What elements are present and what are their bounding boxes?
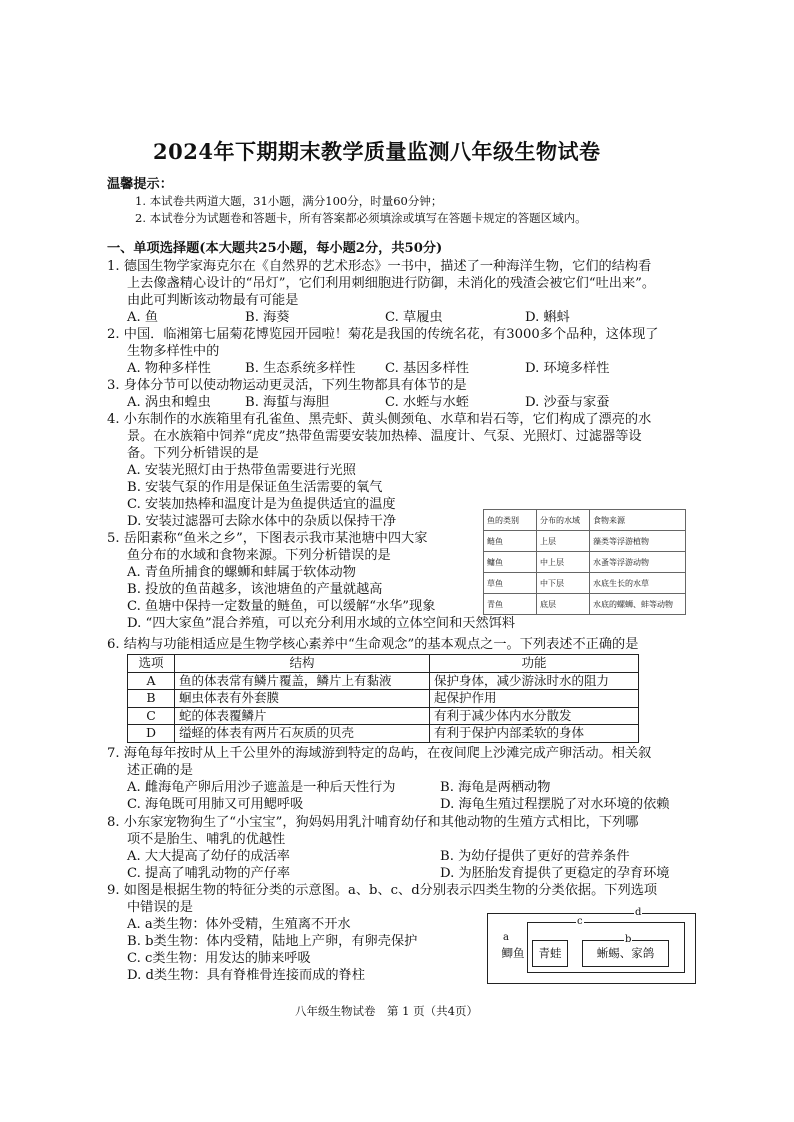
- structure-function-table: [127, 654, 639, 743]
- table-header-row: [484, 510, 686, 531]
- table-cell: 青鱼: [484, 594, 537, 615]
- table-cell: 鲢鱼: [484, 531, 537, 552]
- option: D. 海龟生殖过程摆脱了对水环境的依赖: [440, 797, 670, 812]
- option: C. c类生物：用发达的肺来呼吸: [127, 951, 311, 966]
- table-row: [484, 552, 686, 573]
- option: D. 环境多样性: [525, 361, 610, 376]
- option: A. 青鱼所捕食的螺蛳和蚌属于软体动物: [127, 565, 356, 580]
- question-text: 3. 身体分节可以使动物运动更灵活，下列生物都具有体节的是: [107, 378, 467, 393]
- option: A. a类生物：体外受精，生殖离不开水: [127, 917, 351, 932]
- option: A. 大大提高了幼仔的成活率: [127, 849, 290, 864]
- table-cell: 水底生长的水草: [590, 573, 686, 594]
- option: B. 海蜇与海胆: [245, 395, 330, 410]
- option: C. 水蛭与水蛭: [385, 395, 469, 410]
- label-c: c: [577, 916, 583, 927]
- table-cell: 有利于减少体内水分散发: [430, 707, 639, 725]
- option: D. “四大家鱼”混合养殖，可以充分利用水域的立体空间和天然饵料: [127, 616, 516, 631]
- question-text: 5. 岳阳素称“鱼米之乡”，下图表示我市某池塘中四大家: [107, 531, 428, 546]
- question-text: 上去像盏精心设计的“吊灯”，它们利用刺细胞进行防御，未消化的残渣会被它们“吐出来”。: [127, 276, 656, 291]
- item-crucian-carp: 鲫鱼: [501, 946, 525, 960]
- option: C. 基因多样性: [385, 361, 469, 376]
- page-title: 2024年下期期末教学质量监测八年级生物试卷: [153, 139, 601, 164]
- table-cell: 有利于保护内部柔软的身体: [430, 725, 639, 743]
- table-cell: 水底的螺蛳、蚌等动物: [590, 594, 686, 615]
- option: C. 安装加热棒和温度计是为鱼提供适宜的温度: [127, 497, 396, 512]
- table-cell: 中上层: [537, 552, 590, 573]
- option: B. 海葵: [245, 310, 290, 325]
- table-header-cell: 分布的水域: [537, 510, 590, 531]
- table-cell: 水蚤等浮游动物: [590, 552, 686, 573]
- table-header-cell: 食物来源: [590, 510, 686, 531]
- option: C. 提高了哺乳动物的产仔率: [127, 866, 291, 881]
- question-text: 景。在水族箱中饲养“虎皮”热带鱼需要安装加热棒、温度计、气泵、光照灯、过滤器等设: [127, 429, 642, 444]
- option: C. 海龟既可用肺又可用鳃呼吸: [127, 797, 304, 812]
- table-header-cell: 功能: [430, 655, 639, 673]
- table-cell: 藻类等浮游植物: [590, 531, 686, 552]
- tip-item: 2. 本试卷分为试题卷和答题卡，所有答案都必须填涂或填写在答题卡规定的答题区域内。: [135, 211, 587, 225]
- table-cell: 上层: [537, 531, 590, 552]
- table-cell: 鳙鱼: [484, 552, 537, 573]
- table-cell: 缢蛏的体表有两片石灰质的贝壳: [175, 725, 430, 743]
- question-text: 8. 小东家宠物狗生了“小宝宝”，狗妈妈用乳汁哺育幼仔和其他动物的生殖方式相比，下列哪: [107, 815, 639, 830]
- table-cell: 底层: [537, 594, 590, 615]
- table-cell: B: [128, 690, 175, 708]
- option: D. 蝌蚪: [525, 310, 570, 325]
- question-text: 1. 德国生物学家海克尔在《自然界的艺术形态》一书中，描述了一种海洋生物，它们的结构看: [107, 259, 652, 274]
- option: C. 草履虫: [385, 310, 443, 325]
- question-text: 中错误的是: [127, 900, 193, 915]
- question-text: 生物多样性中的: [127, 344, 220, 359]
- table-row: [128, 707, 639, 725]
- option: D. 安装过滤器可去除水体中的杂质以保持干净: [127, 514, 397, 529]
- table-cell: 中下层: [537, 573, 590, 594]
- option: B. b类生物：体内受精，陆地上产卵，有卵壳保护: [127, 934, 418, 949]
- table-header-cell: 鱼的类别: [484, 510, 537, 531]
- table-row: [484, 573, 686, 594]
- table-cell: C: [128, 707, 175, 725]
- option: A. 物种多样性: [127, 361, 211, 376]
- label-a: a: [503, 932, 509, 943]
- table-row: [128, 725, 639, 743]
- tip-item: 1. 本试卷共两道大题，31小题，满分100分，时量60分钟；: [135, 194, 443, 208]
- option: D. 沙蚕与家蚕: [525, 395, 610, 410]
- table-row: [128, 672, 639, 690]
- question-text: 6. 结构与功能相适应是生物学核心素养中“生命观念”的基本观点之一。下列表述不正确的是: [107, 637, 639, 652]
- tips-heading: 温馨提示：: [107, 177, 173, 192]
- question-text: 鱼分布的水域和食物来源。下列分析错误的是: [127, 548, 391, 563]
- table-header-cell: 结构: [175, 655, 430, 673]
- option: A. 鱼: [127, 310, 159, 325]
- table-cell: 起保护作用: [430, 690, 639, 708]
- fish-distribution-table: [483, 509, 686, 615]
- question-text: 述正确的是: [127, 763, 193, 778]
- question-text: 4. 小东制作的水族箱里有孔雀鱼、黑壳虾、黄头侧颈龟、水草和岩石等，它们构成了漂亮的水: [107, 412, 652, 427]
- question-text: 2. 中国．临湘第七届菊花博览园开园啦！菊花是我国的传统名花，有3000多个品种，这体现了: [107, 327, 659, 342]
- item-lizard-pigeon: 蜥蜴、家鸽: [596, 946, 655, 960]
- option: B. 海龟是两栖动物: [440, 780, 551, 795]
- option: C. 鱼塘中保持一定数量的鲢鱼，可以缓解“水华”现象: [127, 599, 436, 614]
- option: B. 为幼仔提供了更好的营养条件: [440, 849, 630, 864]
- item-frog: 青蛙: [538, 946, 562, 960]
- table-cell: A: [128, 672, 175, 690]
- option: B. 生态系统多样性: [245, 361, 356, 376]
- question-text: 项不是胎生、哺乳的优越性: [127, 832, 286, 847]
- table-cell: D: [128, 725, 175, 743]
- table-header-row: [128, 655, 639, 673]
- option: A. 涡虫和蝗虫: [127, 395, 211, 410]
- table-header-cell: 选项: [128, 655, 175, 673]
- table-row: [484, 594, 686, 615]
- question-text: 由此可判断该动物最有可能是: [127, 293, 299, 308]
- page-footer: 八年级生物试卷 第 1 页（共4页）: [295, 1004, 478, 1018]
- option: B. 安装气泵的作用是保证鱼生活需要的氧气: [127, 480, 383, 495]
- table-row: [484, 531, 686, 552]
- table-cell: 草鱼: [484, 573, 537, 594]
- option: A. 雌海龟产卵后用沙子遮盖是一种后天性行为: [127, 780, 396, 795]
- question-text: 备。下列分析错误的是: [127, 446, 259, 461]
- option: A. 安装光照灯由于热带鱼需要进行光照: [127, 463, 356, 478]
- table-cell: 鱼的体表常有鳞片覆盖，鳞片上有黏液: [175, 672, 430, 690]
- question-text: 9. 如图是根据生物的特征分类的示意图。a、b、c、d分别表示四类生物的分类依据。下列选项: [107, 883, 658, 898]
- table-cell: 蛔虫体表有外套膜: [175, 690, 430, 708]
- label-d: d: [635, 907, 642, 918]
- option: D. d类生物：具有脊椎骨连接而成的脊柱: [127, 968, 365, 983]
- table-cell: 蛇的体表覆鳞片: [175, 707, 430, 725]
- option: B. 投放的鱼苗越多，该池塘鱼的产量就越高: [127, 582, 383, 597]
- table-cell: 保护身体，减少游泳时水的阻力: [430, 672, 639, 690]
- label-b: b: [625, 934, 632, 945]
- table-row: [128, 690, 639, 708]
- option: D. 为胚胎发育提供了更稳定的孕育环境: [440, 866, 670, 881]
- question-text: 7. 海龟每年按时从上千公里外的海域游到特定的岛屿，在夜间爬上沙滩完成产卵活动。相关叙: [107, 746, 652, 761]
- section-heading: 一、单项选择题(本大题共25小题，每小题2分，共50分): [107, 241, 443, 256]
